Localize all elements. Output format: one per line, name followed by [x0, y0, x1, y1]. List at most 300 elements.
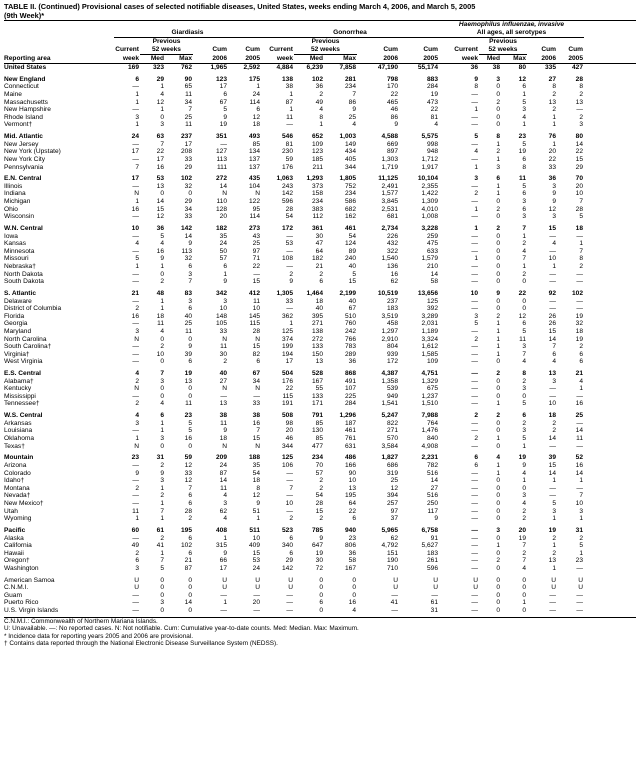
- value-cell: 3: [496, 163, 500, 171]
- footnote-provisional: * Incidence data for reporting years 2005 and 2006 are provisional.: [4, 632, 194, 640]
- value-cell: 2: [496, 205, 500, 213]
- reporting-area-cell: Colorado: [4, 469, 31, 477]
- value-cell: 383: [311, 205, 323, 213]
- value-cell: —: [471, 343, 478, 351]
- value-cell: 13: [348, 484, 356, 492]
- value-cell: 2,031: [421, 320, 438, 328]
- value-cell: —: [471, 442, 478, 450]
- value-cell: 53: [156, 175, 164, 183]
- table-row: [4, 599, 636, 607]
- value-cell: 2: [289, 515, 293, 523]
- value-cell: 15: [548, 327, 556, 335]
- value-cell: 7: [579, 198, 584, 206]
- value-cell: 586: [344, 198, 356, 206]
- table-row: [4, 584, 636, 592]
- value-cell: 72: [315, 564, 323, 572]
- value-cell: 0: [496, 499, 500, 507]
- value-cell: 822: [386, 419, 398, 427]
- value-cell: 25: [390, 477, 398, 485]
- value-cell: 6: [256, 358, 260, 366]
- value-cell: 138: [281, 75, 293, 83]
- value-cell: 760: [344, 320, 356, 328]
- value-cell: 148: [215, 312, 227, 320]
- value-cell: 344: [281, 442, 293, 450]
- value-cell: 948: [426, 148, 438, 156]
- value-cell: 142: [180, 225, 192, 233]
- value-cell: 1,476: [421, 427, 438, 435]
- value-cell: 0: [496, 270, 500, 278]
- value-cell: 4: [352, 121, 356, 129]
- value-cell: 4: [522, 358, 526, 366]
- value-cell: 12: [252, 492, 260, 500]
- value-cell: 1,541: [381, 400, 398, 408]
- pad-cell: [584, 400, 636, 408]
- value-cell: 9: [474, 75, 478, 83]
- value-cell: 2: [522, 515, 526, 523]
- pad-cell: [584, 255, 636, 263]
- table-row: [4, 76, 636, 84]
- value-cell: 1: [135, 90, 139, 98]
- value-cell: 11: [132, 507, 139, 515]
- value-cell: 32: [184, 182, 192, 190]
- value-cell: N: [255, 442, 260, 450]
- pad-cell: [584, 114, 636, 122]
- value-cell: 230: [281, 148, 293, 156]
- value-cell: 16: [184, 435, 192, 443]
- value-cell: 0: [319, 591, 323, 599]
- value-cell: 475: [426, 240, 438, 248]
- value-cell: —: [132, 350, 139, 358]
- value-cell: 570: [386, 435, 398, 443]
- reporting-area-cell: Montana: [4, 484, 30, 492]
- table-row: [4, 607, 636, 615]
- table-row: [4, 328, 636, 336]
- value-cell: 15: [548, 462, 556, 469]
- value-cell: 868: [344, 370, 356, 378]
- value-cell: —: [471, 198, 478, 206]
- value-cell: 1: [579, 477, 584, 485]
- value-cell: 6: [135, 557, 139, 565]
- value-cell: 4: [522, 564, 526, 572]
- value-cell: 18: [156, 312, 164, 320]
- value-cell: 40: [315, 305, 323, 313]
- value-cell: —: [132, 492, 139, 500]
- reporting-area-cell: W.N. Central: [4, 225, 43, 233]
- value-cell: —: [471, 542, 478, 550]
- reporting-area-cell: E.N. Central: [4, 175, 42, 183]
- value-cell: 8: [496, 133, 500, 141]
- pad-cell: [584, 121, 636, 129]
- table-row: [4, 298, 636, 306]
- value-cell: 76: [548, 133, 556, 141]
- value-cell: 2: [160, 462, 164, 469]
- value-cell: —: [576, 305, 584, 313]
- value-cell: 2: [496, 412, 500, 420]
- value-cell: 104: [248, 182, 260, 190]
- value-cell: 1: [256, 515, 260, 523]
- table-row: [4, 462, 636, 470]
- reporting-area-cell: Tennessee†: [4, 400, 40, 408]
- value-cell: 10: [252, 534, 260, 542]
- gonorrhea-52weeks-label: 52 weeks: [294, 46, 357, 55]
- value-cell: 31: [575, 526, 584, 534]
- value-cell: 0: [319, 607, 323, 615]
- value-cell: 0: [188, 442, 192, 450]
- pad-cell: [584, 320, 636, 328]
- value-cell: 1: [289, 90, 293, 98]
- value-cell: 10,519: [377, 289, 398, 297]
- value-cell: —: [431, 591, 438, 599]
- value-cell: U: [134, 576, 139, 584]
- value-cell: 5,627: [421, 542, 438, 550]
- value-cell: 3: [135, 327, 139, 335]
- value-cell: —: [286, 607, 293, 615]
- value-cell: 28: [252, 327, 260, 335]
- value-cell: —: [549, 270, 556, 278]
- value-cell: 113: [216, 155, 227, 163]
- reporting-area-cell: Mountain: [4, 454, 34, 462]
- table-row: [4, 64, 636, 72]
- value-cell: 171: [311, 400, 323, 408]
- value-cell: 95: [252, 205, 260, 213]
- value-cell: 1: [579, 549, 584, 557]
- value-cell: —: [576, 392, 584, 400]
- value-cell: —: [286, 591, 293, 599]
- table-row: [4, 400, 636, 408]
- value-cell: 23: [184, 412, 192, 420]
- value-cell: 633: [426, 247, 438, 255]
- haemophilus-current-label: Current: [454, 46, 478, 54]
- value-cell: —: [471, 419, 478, 427]
- value-cell: 1: [135, 515, 139, 523]
- value-cell: 409: [248, 542, 260, 550]
- value-cell: 1: [552, 477, 556, 485]
- value-cell: —: [132, 155, 139, 163]
- value-cell: 86: [348, 98, 356, 106]
- value-cell: 1: [160, 419, 164, 427]
- value-cell: 134: [248, 148, 260, 156]
- value-cell: 2: [289, 270, 293, 278]
- value-cell: 1,358: [381, 377, 398, 385]
- reporting-area-cell: Louisiana: [4, 427, 33, 435]
- value-cell: 6: [223, 263, 227, 270]
- value-cell: 24: [131, 133, 139, 141]
- value-cell: 0: [496, 591, 500, 599]
- giardiasis-52weeks-label: 52 weeks: [140, 46, 193, 55]
- value-cell: 6: [474, 454, 478, 462]
- value-cell: 13: [184, 377, 192, 385]
- value-cell: —: [132, 140, 139, 148]
- value-cell: 125: [426, 297, 438, 305]
- pad-cell: [584, 91, 636, 99]
- value-cell: 9: [352, 106, 356, 114]
- value-cell: 28: [184, 507, 192, 515]
- value-cell: 36: [548, 175, 556, 183]
- value-cell: 11: [185, 327, 192, 335]
- value-cell: 1,003: [339, 133, 356, 141]
- value-cell: 19: [219, 121, 227, 129]
- value-cell: 13: [315, 358, 323, 366]
- value-cell: —: [132, 182, 139, 190]
- value-cell: —: [576, 419, 584, 427]
- value-cell: —: [132, 320, 139, 328]
- table-row: [4, 492, 636, 500]
- value-cell: —: [132, 343, 139, 351]
- value-cell: 31: [156, 454, 164, 462]
- value-cell: 3: [160, 477, 164, 485]
- value-cell: 682: [344, 205, 356, 213]
- group-header-row-1: [4, 21, 636, 30]
- value-cell: 3: [552, 182, 556, 190]
- value-cell: 9: [223, 427, 227, 435]
- table-row: [4, 248, 636, 256]
- value-cell: —: [132, 358, 139, 366]
- value-cell: 234: [344, 83, 356, 91]
- value-cell: 16: [575, 400, 584, 408]
- value-cell: 1,827: [381, 454, 398, 462]
- value-cell: 169: [127, 64, 139, 71]
- reporting-area-cell: Wyoming: [4, 515, 32, 523]
- value-cell: 41: [156, 542, 164, 550]
- value-cell: 335: [544, 64, 556, 71]
- value-cell: 0: [496, 477, 500, 485]
- value-cell: 188: [248, 454, 260, 462]
- value-cell: 458: [386, 320, 398, 328]
- value-cell: 4,908: [421, 442, 438, 450]
- table-row: [4, 83, 636, 91]
- value-cell: 71: [252, 255, 260, 263]
- value-cell: 108: [281, 255, 293, 263]
- reporting-area-cell: Connecticut: [4, 83, 39, 91]
- value-cell: —: [286, 232, 293, 240]
- value-cell: 142: [281, 190, 293, 198]
- table-row: [4, 508, 636, 516]
- value-cell: 3: [474, 312, 478, 320]
- value-cell: N: [134, 190, 139, 198]
- value-cell: 1: [522, 442, 526, 450]
- value-cell: 4: [160, 327, 164, 335]
- value-cell: 675: [426, 385, 438, 393]
- value-cell: 17: [131, 148, 139, 156]
- value-cell: U: [578, 576, 584, 584]
- value-cell: 9: [289, 278, 293, 286]
- table-row: [4, 542, 636, 550]
- value-cell: 112: [312, 213, 323, 221]
- pad-cell: [584, 248, 636, 256]
- table-title-line2: (9th Week)*: [4, 11, 45, 20]
- value-cell: 16: [252, 419, 260, 427]
- value-cell: 1: [552, 515, 556, 523]
- value-cell: 9: [552, 198, 556, 206]
- value-cell: 55,174: [417, 64, 438, 71]
- value-cell: —: [471, 370, 478, 378]
- value-cell: 33: [548, 163, 556, 171]
- value-cell: 493: [248, 133, 260, 141]
- pad-cell: [584, 527, 636, 535]
- value-cell: 5,575: [421, 133, 438, 141]
- value-cell: —: [471, 121, 478, 129]
- value-cell: 2: [579, 263, 584, 270]
- value-cell: 18: [315, 297, 323, 305]
- value-cell: 1: [552, 564, 556, 572]
- value-cell: U: [393, 576, 398, 584]
- value-cell: 2,491: [381, 182, 398, 190]
- value-cell: —: [471, 392, 478, 400]
- value-cell: 273: [248, 225, 260, 233]
- pad-cell: [584, 213, 636, 221]
- value-cell: 7: [289, 484, 293, 492]
- table-row: [4, 470, 636, 478]
- value-cell: 36: [348, 549, 356, 557]
- value-cell: 1: [223, 270, 227, 278]
- reporting-area-cell: Massachusetts: [4, 98, 48, 106]
- value-cell: 3: [522, 343, 526, 351]
- value-cell: 9: [135, 469, 139, 477]
- value-cell: 9: [188, 240, 192, 248]
- value-cell: 4: [579, 377, 584, 385]
- value-cell: 9: [434, 515, 438, 523]
- value-cell: 0: [160, 591, 164, 599]
- value-cell: 6: [188, 358, 192, 366]
- value-cell: 36: [470, 64, 478, 71]
- value-cell: U: [288, 584, 293, 592]
- value-cell: —: [576, 106, 584, 114]
- value-cell: 64: [348, 499, 356, 507]
- table-row: [4, 477, 636, 485]
- value-cell: 49: [131, 542, 139, 550]
- value-cell: 234: [311, 198, 323, 206]
- value-cell: 167: [344, 564, 356, 572]
- value-cell: 0: [352, 576, 356, 584]
- value-cell: 38: [492, 64, 500, 71]
- value-cell: 29: [184, 163, 192, 171]
- value-cell: 89: [348, 247, 356, 255]
- value-cell: 4: [135, 412, 139, 420]
- reporting-area-cell: North Dakota: [4, 270, 43, 278]
- reporting-area-header: Reporting area: [4, 55, 114, 64]
- pad-cell: [584, 477, 636, 485]
- value-cell: —: [549, 232, 556, 240]
- value-cell: 199: [281, 343, 293, 351]
- value-cell: 43: [252, 232, 260, 240]
- value-cell: 0: [496, 507, 500, 515]
- value-cell: 1: [496, 343, 500, 351]
- col-header: 2005: [557, 55, 584, 64]
- value-cell: 1: [474, 255, 478, 263]
- value-cell: 3: [522, 106, 526, 114]
- gonorrhea-current-label: Current: [269, 46, 293, 54]
- value-cell: 158: [311, 190, 323, 198]
- value-cell: 427: [572, 64, 584, 71]
- value-cell: 0: [522, 297, 526, 305]
- haemophilus-group-title: Haemophilus influenzae, invasive: [458, 21, 565, 28]
- pad-cell: [584, 76, 636, 84]
- pad-cell: [584, 358, 636, 366]
- value-cell: 374: [281, 335, 293, 343]
- value-cell: 80: [575, 133, 584, 141]
- value-cell: 10: [548, 400, 556, 408]
- value-cell: 0: [496, 392, 500, 400]
- value-cell: —: [471, 549, 478, 557]
- subheader-current-row: [4, 46, 636, 55]
- reporting-area-cell: Illinois: [4, 182, 23, 190]
- value-cell: 21: [315, 263, 323, 270]
- value-cell: 840: [426, 435, 438, 443]
- pad-cell: [584, 427, 636, 435]
- value-cell: 0: [496, 484, 500, 492]
- reporting-area-cell: Alaska: [4, 534, 24, 542]
- value-cell: 0: [496, 278, 500, 286]
- value-cell: 1: [552, 263, 556, 270]
- value-cell: —: [391, 607, 398, 615]
- value-cell: 4: [522, 113, 526, 121]
- value-cell: 1: [160, 499, 164, 507]
- value-cell: 29: [285, 557, 293, 565]
- table-row: [4, 290, 636, 298]
- reporting-area-cell: Alabama†: [4, 377, 34, 385]
- reporting-area-cell: New Mexico†: [4, 499, 44, 507]
- col-header: 2006: [527, 55, 557, 64]
- value-cell: 271: [386, 427, 398, 435]
- value-cell: 4: [160, 90, 164, 98]
- value-cell: 1,008: [421, 213, 438, 221]
- value-cell: —: [549, 484, 556, 492]
- reporting-area-cell: S. Atlantic: [4, 289, 36, 297]
- value-cell: 11: [576, 435, 584, 443]
- value-cell: 87: [184, 564, 192, 572]
- pad-cell: [584, 183, 636, 191]
- value-cell: 28: [285, 205, 293, 213]
- value-cell: 477: [311, 442, 323, 450]
- value-cell: 30: [315, 557, 323, 565]
- value-cell: 14: [548, 335, 556, 343]
- pad-cell: [584, 336, 636, 344]
- table-row: [4, 271, 636, 279]
- value-cell: 2: [552, 419, 556, 427]
- value-cell: 2: [135, 377, 139, 385]
- value-cell: —: [576, 607, 584, 615]
- value-cell: 6: [188, 492, 192, 500]
- table-row: [4, 141, 636, 149]
- col-header: 2006: [357, 55, 399, 64]
- value-cell: 1: [522, 232, 526, 240]
- value-cell: —: [549, 385, 556, 393]
- value-cell: 4: [319, 106, 323, 114]
- pad-cell: [584, 385, 636, 393]
- value-cell: 1: [289, 320, 293, 328]
- value-cell: 0: [188, 335, 192, 343]
- haemophilus-52weeks-label: 52 weeks: [479, 46, 527, 55]
- col-header: 2005: [228, 55, 261, 64]
- table-row: [4, 175, 636, 183]
- value-cell: 53: [285, 240, 293, 248]
- value-cell: 3,519: [381, 312, 398, 320]
- col-header: Max: [165, 55, 193, 64]
- value-cell: N: [255, 335, 260, 343]
- value-cell: 10: [548, 255, 556, 263]
- value-cell: U: [222, 576, 227, 584]
- pad-cell: [584, 240, 636, 248]
- value-cell: 0: [522, 576, 526, 584]
- value-cell: U: [551, 576, 556, 584]
- value-cell: 237: [180, 133, 192, 141]
- disease-table: [4, 20, 636, 615]
- value-cell: 250: [426, 499, 438, 507]
- value-cell: 1: [135, 98, 139, 106]
- value-cell: 782: [426, 462, 438, 469]
- value-cell: 234: [311, 454, 323, 462]
- value-cell: U: [255, 576, 260, 584]
